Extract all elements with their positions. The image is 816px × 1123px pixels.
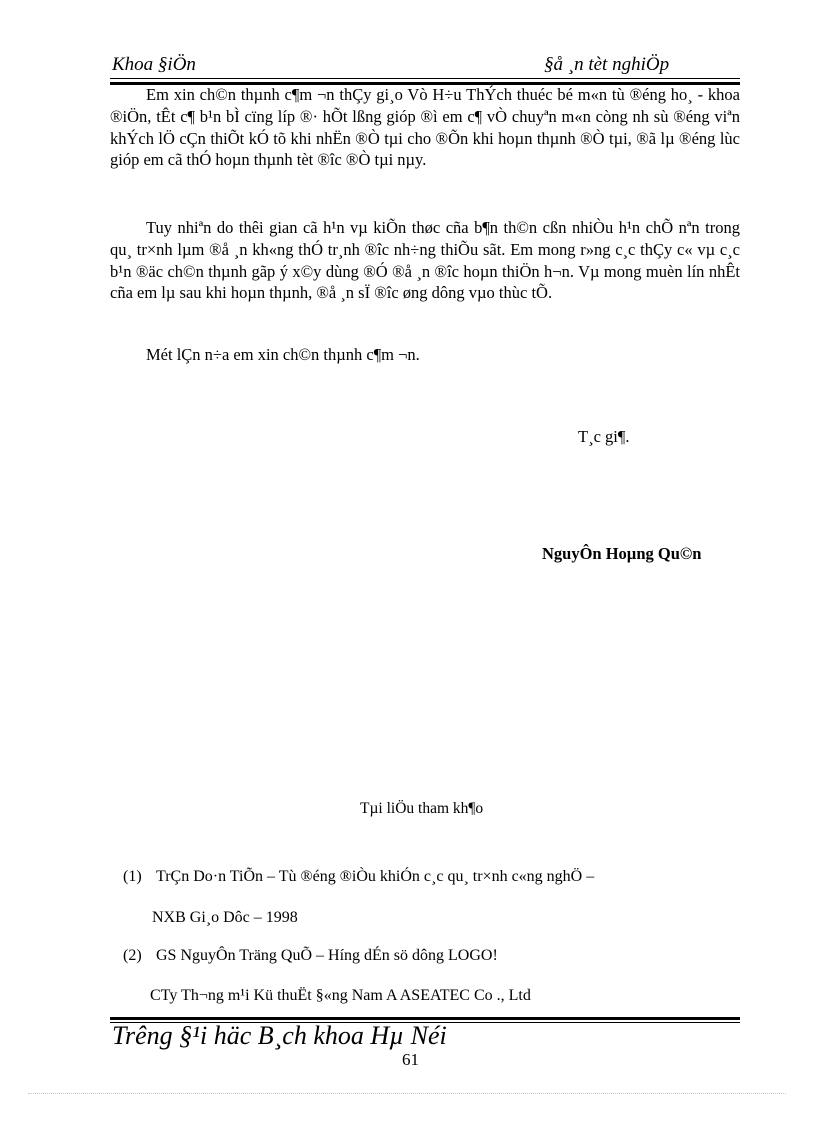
reference-2-line-1: GS NguyÔn Träng QuÕ – Híng dÉn sö dông LOGO! <box>156 947 498 964</box>
header-document-type: §å ¸n tèt nghiÖp <box>544 54 670 75</box>
reference-2-number: (2) <box>123 947 142 964</box>
header-department: Khoa §iÖn <box>112 54 196 75</box>
references-title: Tµi liÖu tham kh¶o <box>360 800 484 817</box>
page-bottom-dotted-line <box>28 1093 786 1094</box>
reference-1-number: (1) <box>123 868 142 885</box>
acknowledgement-paragraph-1: Em xin ch©n thµnh c¶m ¬n thÇy gi¸o Vò H÷u ThÝch thuéc bé m«n tù ®éng ho¸ - khoa ®iÖn, tÊt c¶ b¹n bÌ cïng líp ®· hÕt lßng gióp ®ì em c¶ vÒ chuyªn m«n còng nh sù ®éng viªn khÝch lÖ cÇn thiÕt kÓ tõ khi nhËn ®Ò tµi cho ®Õn khi hoµn thµnh ®Ò tµi, ®ã lµ ®éng lùc gióp em cã thÓ hoµn thµnh tèt ®îc ®Ò tµi nµy. <box>110 85 740 170</box>
acknowledgement-paragraph-2: Tuy nhiªn do thêi gian cã h¹n vµ kiÕn thøc cña b¶n th©n cßn nhiÒu h¹n chÕ nªn trong qu¸ tr×nh lµm ®å ¸n kh«ng thÓ tr¸nh ®îc nh÷ng thiÕu sãt. Em mong r»ng c¸c thÇy c« vµ c¸c b¹n ®äc ch©n thµnh gãp ý x©y dùng ®Ó ®å ¸n ®îc hoµn thiÖn h¬n. Vµ mong muèn lín nhÊt cña em lµ sau khi hoµn thµnh, ®å ¸n sÏ ®îc øng dông vµo thùc tÕ. <box>110 218 740 303</box>
author-label: T¸c gi¶. <box>578 427 630 446</box>
page-number: 61 <box>402 1050 419 1069</box>
reference-2-line-2: CTy Th¬ng m¹i Kü thuËt §«ng Nam A ASEATEC Co ., Ltd <box>150 987 531 1004</box>
header-rule-thin <box>110 78 740 79</box>
acknowledgement-paragraph-3: Mét lÇn n÷a em xin ch©n thµnh c¶m ¬n. <box>146 345 420 364</box>
author-name: NguyÔn Hoµng Qu©n <box>542 544 702 563</box>
footer-school-name: Trêng §¹i häc B¸ch khoa Hµ Néi <box>112 1021 447 1050</box>
reference-1-line-2: NXB Gi¸o Dôc – 1998 <box>152 909 298 926</box>
reference-1-line-1: TrÇn Do·n TiÕn – Tù ®éng ®iÒu khiÓn c¸c qu¸ tr×nh c«ng nghÖ – <box>156 868 595 885</box>
footer-rule-thick <box>110 1017 740 1020</box>
